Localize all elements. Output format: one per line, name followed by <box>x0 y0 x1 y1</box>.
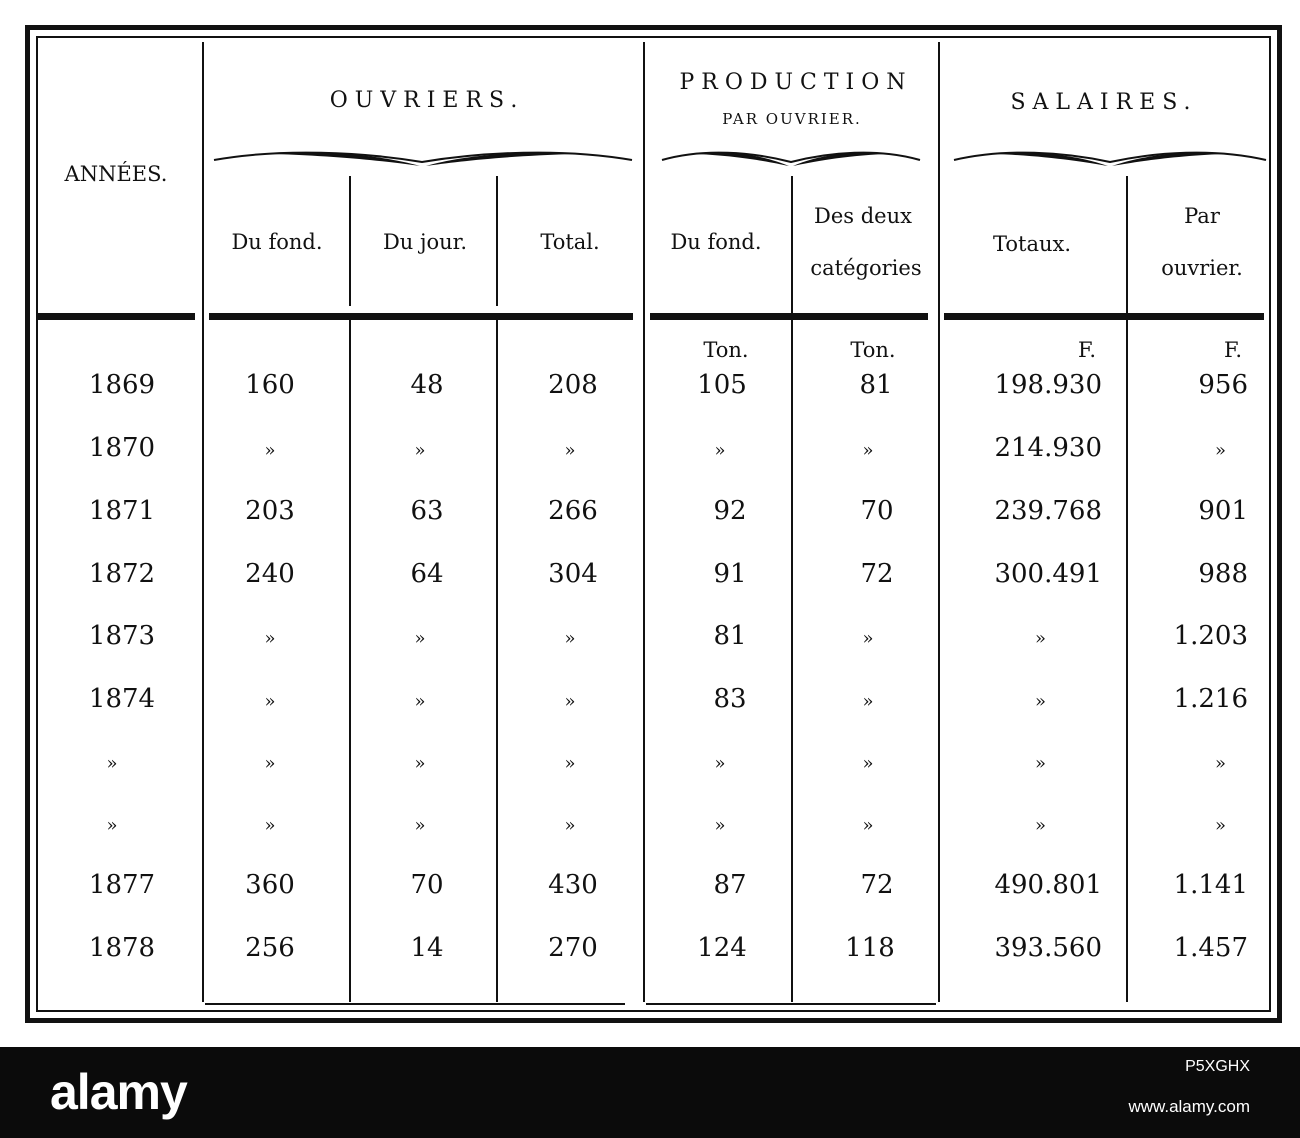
cell-du-jour: » <box>414 628 426 649</box>
column-separator <box>349 320 351 1002</box>
cell-annee: 1869 <box>88 370 156 400</box>
cell-du-fond: » <box>264 753 276 774</box>
cell-par-ouvrier: » <box>1214 440 1226 461</box>
cell-du-fond: » <box>264 628 276 649</box>
column-separator <box>791 176 793 1002</box>
cell-total: 270 <box>548 933 598 963</box>
cell-prod-deux: 72 <box>860 870 894 900</box>
cell-total: 430 <box>548 870 598 900</box>
cell-annee: 1872 <box>88 559 156 589</box>
cell-totaux: 300.491 <box>994 559 1102 589</box>
cell-par-ouvrier: 956 <box>1198 370 1248 400</box>
header-rule <box>37 313 195 320</box>
cell-par-ouvrier: 1.141 <box>1173 870 1248 900</box>
header-annees: ANNÉES. <box>64 162 168 186</box>
cell-prod-deux: 118 <box>845 933 895 963</box>
site-url: www.alamy.com <box>1128 1097 1250 1116</box>
unit-francs: F. <box>1224 338 1242 362</box>
cell-totaux: » <box>1034 753 1046 774</box>
cell-prod-deux: » <box>862 753 874 774</box>
unit-ton: Ton. <box>850 338 896 362</box>
brace-ouvriers <box>212 146 634 176</box>
group-header-production: PRODUCTION <box>679 70 913 95</box>
cell-totaux: 198.930 <box>994 370 1102 400</box>
cell-par-ouvrier: 1.203 <box>1173 621 1248 651</box>
cell-annee: 1870 <box>88 433 156 463</box>
cell-total: 266 <box>548 496 598 526</box>
cell-prod-du-fond: » <box>714 440 726 461</box>
cell-totaux: 214.930 <box>994 433 1102 463</box>
header-du-jour: Du jour. <box>382 230 468 254</box>
header-des-deux: Des deux <box>814 204 912 228</box>
cell-total: » <box>564 691 576 712</box>
header-rule <box>209 313 633 320</box>
column-separator <box>496 176 498 306</box>
column-separator <box>496 320 498 1002</box>
cell-prod-deux: 70 <box>860 496 894 526</box>
alamy-logo: alamy <box>50 1064 187 1120</box>
cell-totaux: 393.560 <box>994 933 1102 963</box>
cell-annee: 1874 <box>88 684 156 714</box>
unit-ton: Ton. <box>703 338 749 362</box>
column-separator <box>643 42 645 1002</box>
cell-total: » <box>564 815 576 836</box>
column-separator <box>938 42 940 1002</box>
cell-par-ouvrier: 1.457 <box>1173 933 1248 963</box>
header-rule <box>650 313 928 320</box>
cell-prod-du-fond: 83 <box>713 684 747 714</box>
header-prod-du-fond: Du fond. <box>670 230 762 254</box>
cell-du-fond: 160 <box>245 370 295 400</box>
cell-du-jour: 63 <box>410 496 444 526</box>
cell-du-jour: » <box>414 440 426 461</box>
cell-total: » <box>564 753 576 774</box>
cell-totaux: 490.801 <box>994 870 1102 900</box>
cell-prod-du-fond: 124 <box>697 933 747 963</box>
bottom-rule <box>205 1003 625 1005</box>
cell-totaux: » <box>1034 815 1046 836</box>
cell-du-jour: 70 <box>410 870 444 900</box>
cell-du-fond: » <box>264 691 276 712</box>
cell-total: » <box>564 440 576 461</box>
cell-prod-deux: » <box>862 815 874 836</box>
header-totaux: Totaux. <box>992 232 1072 256</box>
cell-prod-deux: » <box>862 628 874 649</box>
cell-prod-du-fond: 91 <box>713 559 747 589</box>
header-rule <box>944 313 1264 320</box>
cell-par-ouvrier: 988 <box>1198 559 1248 589</box>
cell-annee: 1878 <box>88 933 156 963</box>
unit-francs: F. <box>1078 338 1096 362</box>
cell-du-jour: 64 <box>410 559 444 589</box>
cell-du-fond: » <box>264 440 276 461</box>
header-categories: catégories <box>810 256 922 280</box>
cell-prod-du-fond: 105 <box>697 370 747 400</box>
cell-du-jour: 14 <box>410 933 444 963</box>
watermark-banner <box>0 1047 1300 1138</box>
cell-total: 208 <box>548 370 598 400</box>
cell-annee: » <box>106 815 118 836</box>
cell-totaux: 239.768 <box>994 496 1102 526</box>
cell-prod-deux: 72 <box>860 559 894 589</box>
group-header-salaires: SALAIRES. <box>1010 90 1198 115</box>
cell-prod-deux: » <box>862 691 874 712</box>
cell-par-ouvrier: 901 <box>1198 496 1248 526</box>
cell-prod-du-fond: » <box>714 815 726 836</box>
header-par: Par <box>1184 204 1220 228</box>
cell-du-fond: 256 <box>245 933 295 963</box>
cell-totaux: » <box>1034 628 1046 649</box>
cell-totaux: » <box>1034 691 1046 712</box>
cell-par-ouvrier: » <box>1214 753 1226 774</box>
cell-annee: 1873 <box>88 621 156 651</box>
cell-annee: 1877 <box>88 870 156 900</box>
bottom-rule <box>646 1003 936 1005</box>
cell-prod-du-fond: 81 <box>713 621 747 651</box>
cell-du-jour: » <box>414 691 426 712</box>
header-ouvrier: ouvrier. <box>1161 256 1243 280</box>
cell-par-ouvrier: 1.216 <box>1173 684 1248 714</box>
cell-du-jour: » <box>414 815 426 836</box>
cell-du-jour: » <box>414 753 426 774</box>
column-separator <box>1126 176 1128 1002</box>
cell-du-fond: 360 <box>245 870 295 900</box>
cell-du-jour: 48 <box>410 370 444 400</box>
cell-du-fond: 203 <box>245 496 295 526</box>
cell-total: 304 <box>548 559 598 589</box>
cell-annee: » <box>106 753 118 774</box>
cell-prod-du-fond: 87 <box>713 870 747 900</box>
column-separator <box>202 42 204 1002</box>
cell-du-fond: » <box>264 815 276 836</box>
brace-production <box>660 146 922 176</box>
group-subheader-production: PAR OUVRIER. <box>722 110 862 128</box>
cell-prod-deux: 81 <box>859 370 893 400</box>
header-total: Total. <box>540 230 600 254</box>
column-separator <box>349 176 351 306</box>
cell-total: » <box>564 628 576 649</box>
cell-par-ouvrier: » <box>1214 815 1226 836</box>
group-header-ouvriers: OUVRIERS. <box>329 88 525 113</box>
header-du-fond: Du fond. <box>231 230 323 254</box>
cell-annee: 1871 <box>88 496 156 526</box>
cell-prod-deux: » <box>862 440 874 461</box>
brace-salaires <box>952 146 1268 176</box>
cell-prod-du-fond: 92 <box>713 496 747 526</box>
cell-prod-du-fond: » <box>714 753 726 774</box>
cell-du-fond: 240 <box>245 559 295 589</box>
image-id: P5XGHX <box>1185 1058 1250 1075</box>
